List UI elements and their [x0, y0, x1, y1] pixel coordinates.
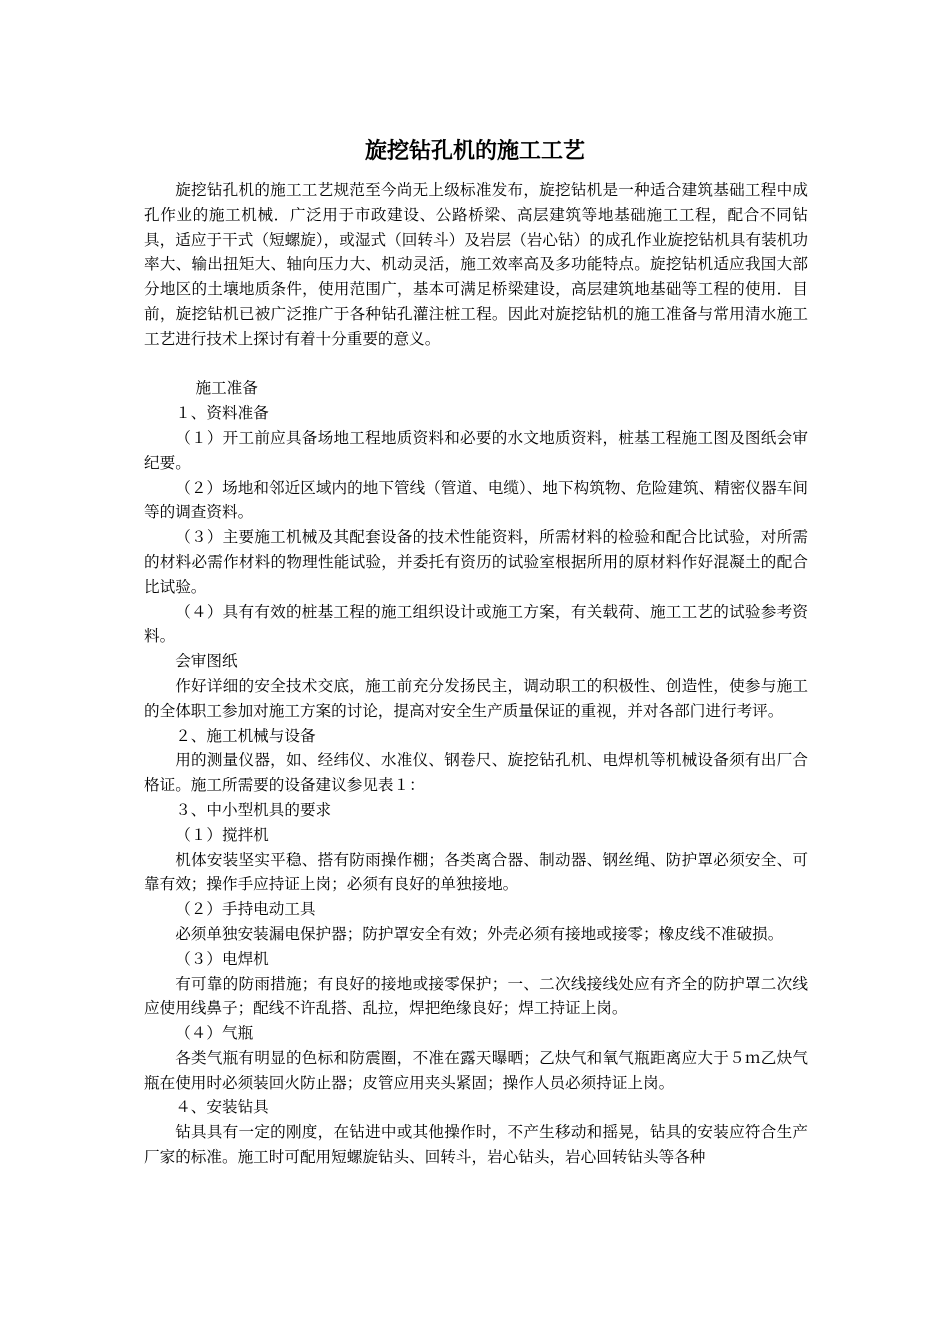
- document-body: [144, 178, 808, 1170]
- section-heading-prep: 施工准备: [195, 379, 258, 398]
- list-item: （４）具有有效的桩基工程的施工组织设计或施工方案，有关载荷、施工工艺的试验参考资料。: [144, 602, 808, 646]
- paragraph-power-tools: 必须单独安装漏电保护器；防护罩安全有效；外壳必须有接地或接零；橡皮线不准破损。: [175, 924, 784, 943]
- subheading-gas-cylinder: （４）气瓶: [175, 1024, 254, 1043]
- paragraph-welder: 有可靠的防雨措施；有良好的接地或接零保护；一、二次线接线处应有齐全的防护罩二次线应使用线鼻子；配线不许乱搭、乱拉，焊把绝缘良好；焊工持证上岗。: [144, 974, 808, 1018]
- intro-paragraph: 旋挖钻孔机的施工工艺规范至今尚无上级标准发布，旋挖钻机是一种适合建筑基础工程中成孔作业的施工机械．广泛用于市政建设、公路桥梁、高层建筑等地基础施工工程，配合不同钻具，适应于干式（短螺旋），或湿式（回转斗）及岩层（岩心钻）的成孔作业旋挖钻机具有装机功率大、输出扭矩大、轴向压力大、机动灵活，施工效率高及多功能特点。旋挖钻机适应我国大部分地区的土壤地质条件，使用范围广，基本可满足桥梁建设，高层建筑地基础等工程的使用．目前，旋挖钻机已被广泛推广于各种钻孔灌注桩工程。因此对旋挖钻机的施工准备与常用清水施工工艺进行技术上探讨有着十分重要的意义。: [144, 181, 808, 348]
- list-item: （３）主要施工机械及其配套设备的技术性能资料，所需材料的检验和配合比试验，对所需的材料必需作材料的物理性能试验，并委托有资历的试验室根据所用的原材料作好混凝土的配合比试验。: [144, 528, 808, 596]
- subheading-review: 会审图纸: [175, 652, 238, 671]
- document-title: 旋挖钻孔机的施工工艺: [364, 139, 585, 164]
- paragraph-equipment: 用的测量仪器，如、经纬仪、水准仪、钢卷尺、旋挖钻孔机、电焊机等机械设备须有出厂合格证。施工所需要的设备建议参见表１：: [144, 751, 808, 795]
- section-heading-1: １、资料准备: [175, 404, 269, 423]
- paragraph-gas-cylinder: 各类气瓶有明显的色标和防震圈，不准在露天曝晒；乙炔气和氧气瓶距离应大于５ｍ乙炔气瓶在使用时必须装回火防止器；皮管应用夹头紧固；操作人员必须持证上岗。: [144, 1048, 808, 1092]
- paragraph-drill-install: 钻具具有一定的刚度，在钻进中或其他操作时，不产生移动和摇晃，钻具的安装应符合生产厂家的标准。施工时可配用短螺旋钻头、回转斗，岩心钻头，岩心回转钻头等各种: [144, 1123, 808, 1167]
- section-heading-4: ４、安装钻具: [175, 1098, 269, 1117]
- subheading-welder: （３）电焊机: [175, 949, 269, 968]
- subheading-mixer: （１）搅拌机: [175, 825, 269, 844]
- list-item: （１）开工前应具备场地工程地质资料和必要的水文地质资料，桩基工程施工图及图纸会审纪要。: [144, 428, 808, 472]
- paragraph-mixer: 机体安装坚实平稳、搭有防雨操作棚；各类离合器、制动器、钢丝绳、防护罩必须安全、可靠有效；操作手应持证上岗；必须有良好的单独接地。: [144, 850, 808, 894]
- blank-line: [144, 352, 808, 377]
- section-heading-2: ２、施工机械与设备: [175, 726, 316, 745]
- section-heading-3: ３、中小型机具的要求: [175, 800, 332, 819]
- paragraph-review: 作好详细的安全技术交底，施工前充分发扬民主，调动职工的积极性、创造性，使参与施工的全体职工参加对施工方案的讨论，提高对安全生产质量保证的重视，并对各部门进行考评。: [144, 676, 808, 720]
- list-item: （２）场地和邻近区域内的地下管线（管道、电缆）、地下构筑物、危险建筑、精密仪器车间等的调查资料。: [144, 478, 808, 522]
- subheading-power-tools: （２）手持电动工具: [175, 900, 316, 919]
